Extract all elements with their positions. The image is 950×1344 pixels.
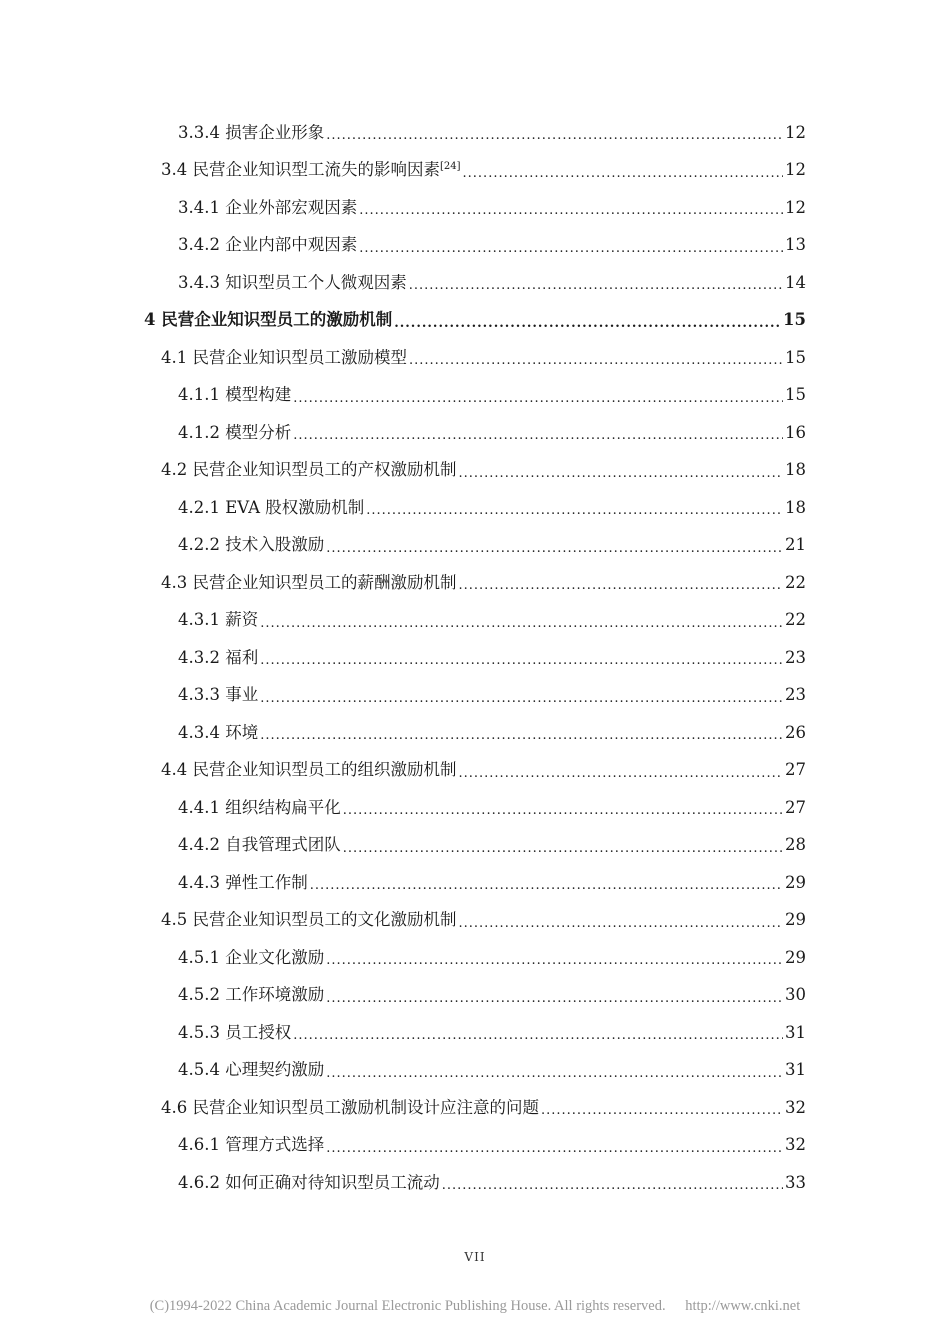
toc-entry[interactable] xyxy=(0,939,806,977)
toc-entry-title-text: 4.3.2 福利 xyxy=(178,647,259,667)
toc-entry-title-text: 4.4.1 组织结构扁平化 xyxy=(178,797,341,817)
dot-leader xyxy=(260,692,783,705)
dot-leader xyxy=(359,204,783,217)
toc-entry[interactable] xyxy=(0,489,806,527)
toc-entry-page-number: 22 xyxy=(785,572,806,592)
dot-leader xyxy=(409,279,783,292)
toc-entry-page-number: 32 xyxy=(785,1097,806,1117)
toc-entry-page-number: 18 xyxy=(785,497,806,517)
toc-entry-title xyxy=(161,347,407,367)
toc-entry-title xyxy=(178,387,291,404)
toc-entry-page-number: 16 xyxy=(785,422,806,442)
toc-entry-title-text: 4.2.1 EVA 股权激励机制 xyxy=(178,497,365,517)
dot-leader xyxy=(409,354,783,367)
toc-entry[interactable] xyxy=(0,902,806,940)
toc-entry-title-text: 4 民营企业知识型员工的激励机制 xyxy=(144,310,393,329)
dot-leader xyxy=(260,654,783,667)
toc-entry-title-text: 4.1 民营企业知识型员工激励模型 xyxy=(161,347,407,367)
toc-entry-title xyxy=(178,947,325,967)
toc-entry[interactable] xyxy=(0,977,806,1015)
toc-entry[interactable] xyxy=(0,677,806,715)
toc-entry-title-text: 4.4.3 弹性工作制 xyxy=(178,872,308,892)
dot-leader xyxy=(326,542,783,555)
toc-entry-title-text: 4.3.1 薪资 xyxy=(178,610,259,629)
dot-leader xyxy=(394,317,781,330)
toc-entry-title xyxy=(178,272,407,292)
dot-leader xyxy=(541,1104,783,1117)
toc-entry-title-text: 4.3.3 事业 xyxy=(178,685,259,704)
toc-entry[interactable] xyxy=(0,789,806,827)
toc-entry[interactable] xyxy=(0,527,806,565)
toc-entry[interactable] xyxy=(0,114,806,152)
toc-entry-title-text: 3.3.4 损害企业形象 xyxy=(178,122,325,142)
copyright-text: (C)1994-2022 China Academic Journal Electronic Publishing House. All rights reserved. xyxy=(149,1298,666,1314)
toc-entry-title xyxy=(161,462,457,479)
toc-entry-page-number: 26 xyxy=(785,722,806,742)
toc-entry[interactable] xyxy=(0,639,806,677)
toc-entry-title xyxy=(178,987,324,1004)
page-number: VII xyxy=(464,1250,486,1264)
toc-entry-title-text: 3.4.1 企业外部宏观因素 xyxy=(178,197,358,217)
toc-entry-page-number: 31 xyxy=(785,1022,806,1042)
toc-entry-title xyxy=(178,537,324,554)
toc-entry[interactable] xyxy=(0,377,806,415)
toc-entry-title-text: 3.4.2 企业内部中观因素 xyxy=(178,235,358,254)
toc-entry-title xyxy=(161,762,457,779)
toc-entry[interactable] xyxy=(0,1014,806,1052)
toc-entry-page-number: 29 xyxy=(785,910,806,929)
toc-entry[interactable] xyxy=(0,227,806,265)
dot-leader xyxy=(459,467,784,480)
dot-leader xyxy=(326,954,783,967)
toc-entry[interactable] xyxy=(0,414,806,452)
toc-entry-title xyxy=(178,122,325,142)
toc-entry-title xyxy=(144,312,392,329)
toc-entry-title xyxy=(178,1137,324,1154)
toc-entry-title xyxy=(178,422,292,442)
toc-entry-title xyxy=(178,612,258,629)
toc-entry-title-text: 4.1.2 模型分析 xyxy=(178,422,292,442)
toc-entry-title xyxy=(178,1172,440,1192)
table-of-contents xyxy=(0,114,950,1202)
toc-entry-title-text: 4.6 民营企业知识型员工激励机制设计应注意的问题 xyxy=(161,1097,539,1117)
toc-entry[interactable] xyxy=(0,264,806,302)
toc-entry[interactable] xyxy=(0,864,806,902)
toc-entry-page-number: 28 xyxy=(785,835,806,854)
dot-leader xyxy=(343,804,783,817)
toc-entry[interactable] xyxy=(0,302,806,340)
toc-entry[interactable] xyxy=(0,1164,806,1202)
toc-entry-title xyxy=(178,497,365,517)
toc-entry-title-text: 3.4 民营企业知识型工流失的影响因素 xyxy=(161,160,440,179)
toc-entry-title xyxy=(178,1022,292,1042)
toc-entry[interactable] xyxy=(0,714,806,752)
toc-entry-page-number: 12 xyxy=(785,160,806,179)
toc-entry-title-text: 4.6.2 如何正确对待知识型员工流动 xyxy=(178,1172,440,1192)
toc-entry-title xyxy=(178,797,341,817)
toc-entry-title-text: 4.5.4 心理契约激励 xyxy=(178,1060,325,1079)
toc-entry[interactable] xyxy=(0,452,806,490)
dot-leader xyxy=(343,842,783,855)
toc-entry-title xyxy=(161,572,457,592)
toc-entry-title-text: 4.2 民营企业知识型员工的产权激励机制 xyxy=(161,460,457,479)
toc-entry-page-number: 27 xyxy=(785,797,806,817)
toc-entry[interactable] xyxy=(0,1052,806,1090)
toc-entry-title-text: 4.5.1 企业文化激励 xyxy=(178,947,325,967)
footer-url[interactable]: http://www.cnki.net xyxy=(685,1298,801,1314)
toc-entry-title-text: 4.5 民营企业知识型员工的文化激励机制 xyxy=(161,910,457,929)
toc-entry[interactable] xyxy=(0,152,806,190)
toc-entry-page-number: 23 xyxy=(785,685,806,704)
dot-leader xyxy=(293,1029,783,1042)
dot-leader xyxy=(293,429,783,442)
toc-entry[interactable] xyxy=(0,1127,806,1165)
toc-entry[interactable] xyxy=(0,564,806,602)
copyright-footer xyxy=(0,1298,950,1315)
toc-entry-title-text: 4.6.1 管理方式选择 xyxy=(178,1135,325,1154)
dot-leader xyxy=(326,129,783,142)
toc-entry-title-text: 4.1.1 模型构建 xyxy=(178,385,292,404)
toc-entry-title xyxy=(178,197,358,217)
toc-entry-page-number: 23 xyxy=(785,647,806,667)
toc-entry-title-text: 4.5.2 工作环境激励 xyxy=(178,985,325,1004)
toc-entry-page-number: 18 xyxy=(785,460,806,479)
dot-leader xyxy=(310,879,783,892)
toc-entry-title xyxy=(178,837,341,854)
toc-entry-page-number: 31 xyxy=(785,1060,806,1079)
toc-entry[interactable] xyxy=(0,602,806,640)
toc-entry-page-number: 33 xyxy=(785,1172,806,1192)
dot-leader xyxy=(463,167,783,180)
toc-entry-page-number: 15 xyxy=(785,347,806,367)
toc-entry-title-text: 4.2.2 技术入股激励 xyxy=(178,535,325,554)
toc-entry-title xyxy=(178,872,308,892)
toc-entry-title xyxy=(161,162,461,179)
toc-entry-title xyxy=(161,912,457,929)
toc-entry[interactable] xyxy=(0,189,806,227)
toc-entry-page-number: 29 xyxy=(785,872,806,892)
dot-leader xyxy=(260,729,783,742)
toc-entry-page-number: 13 xyxy=(785,235,806,254)
toc-entry-title-text: 4.3.4 环境 xyxy=(178,722,259,742)
toc-entry-title-text: 4.3 民营企业知识型员工的薪酬激励机制 xyxy=(161,572,457,592)
toc-entry[interactable] xyxy=(0,827,806,865)
toc-entry-page-number: 32 xyxy=(785,1135,806,1154)
toc-entry-title-text: 4.4.2 自我管理式团队 xyxy=(178,835,341,854)
dot-leader xyxy=(459,767,784,780)
toc-entry-title xyxy=(178,237,357,254)
toc-entry-page-number: 21 xyxy=(785,535,806,554)
dot-leader xyxy=(260,617,783,630)
toc-entry-page-number: 12 xyxy=(785,197,806,217)
dot-leader xyxy=(459,579,784,592)
toc-entry-title xyxy=(178,722,259,742)
dot-leader xyxy=(442,1179,783,1192)
toc-entry-page-number: 14 xyxy=(785,272,806,292)
toc-entry-title xyxy=(178,1062,324,1079)
dot-leader xyxy=(326,992,783,1005)
toc-entry-page-number: 12 xyxy=(785,122,806,142)
toc-entry-title xyxy=(178,647,259,667)
toc-entry-title xyxy=(161,1097,539,1117)
toc-entry-page-number: 27 xyxy=(785,760,806,779)
toc-entry-title-text: 4.5.3 员工授权 xyxy=(178,1022,292,1042)
toc-entry-title-text: 4.4 民营企业知识型员工的组织激励机制 xyxy=(161,760,457,779)
toc-entry-page-number: 29 xyxy=(785,947,806,967)
dot-leader xyxy=(326,1142,783,1155)
toc-entry-page-number: 22 xyxy=(785,610,806,629)
toc-entry-page-number: 15 xyxy=(783,310,806,329)
citation-superscript: [24] xyxy=(440,161,461,172)
toc-entry-page-number: 15 xyxy=(785,385,806,404)
toc-entry-page-number: 30 xyxy=(785,985,806,1004)
dot-leader xyxy=(459,917,784,930)
toc-entry[interactable] xyxy=(0,339,806,377)
dot-leader xyxy=(359,242,783,255)
toc-entry[interactable] xyxy=(0,1089,806,1127)
toc-entry-title-text: 3.4.3 知识型员工个人微观因素 xyxy=(178,272,407,292)
dot-leader xyxy=(366,504,783,517)
dot-leader xyxy=(293,392,783,405)
toc-entry-title xyxy=(178,687,258,704)
dot-leader xyxy=(326,1067,783,1080)
toc-entry[interactable] xyxy=(0,752,806,790)
